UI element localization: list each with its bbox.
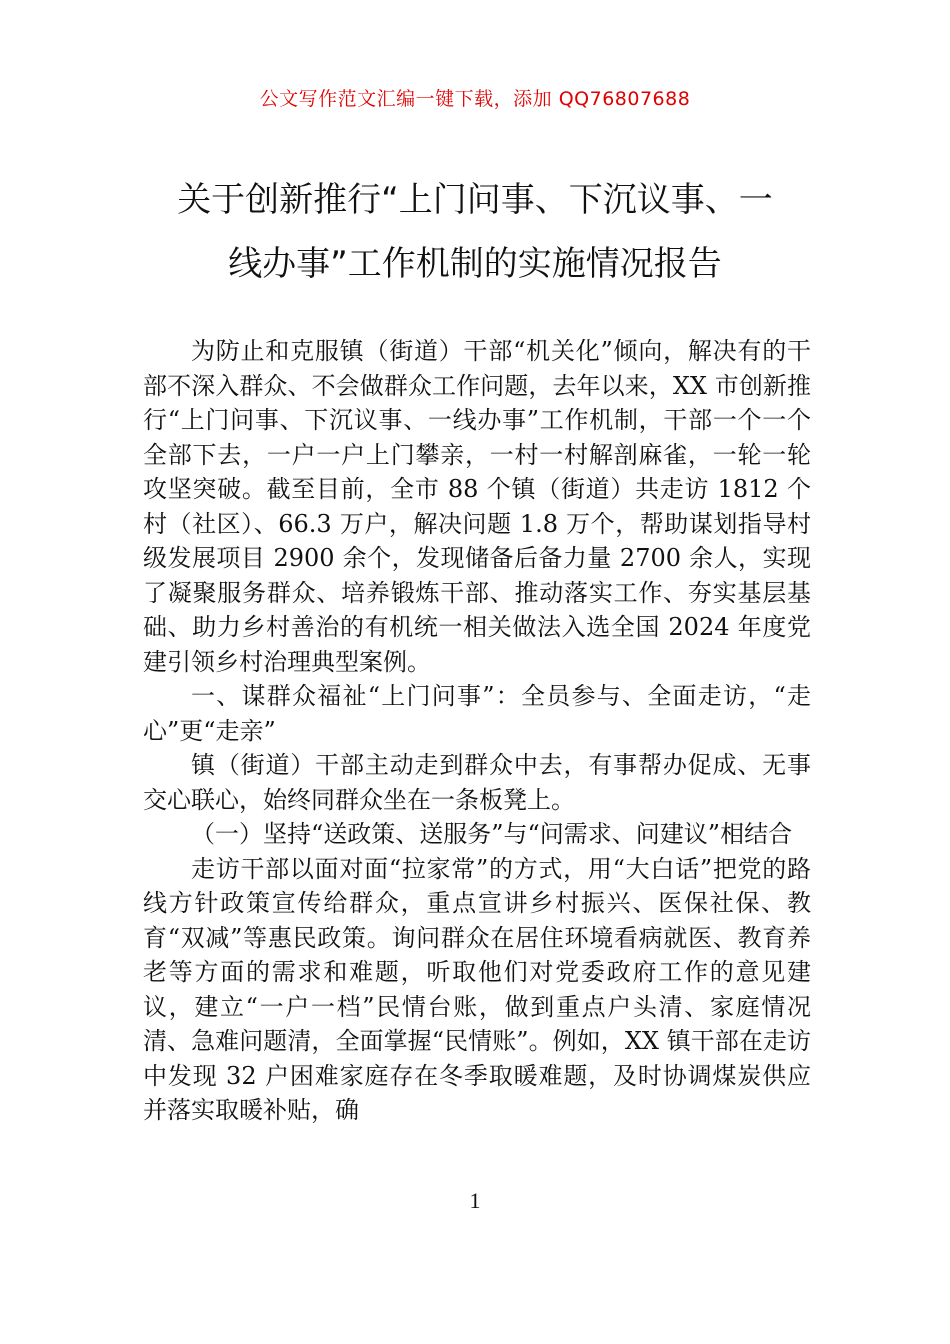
watermark-banner: 公文写作范文汇编一键下载，添加 QQ76807688: [259, 88, 691, 110]
section-heading-1: 一、谋群众福祉“上门问事”：全员参与、全面走访，“走心”更“走亲”: [143, 682, 811, 745]
intro-paragraph: 为防止和克服镇（街道）干部“机关化”倾向，解决有的干部不深入群众、不会做群众工作问题，去年以来，XX 市创新推行“上门问事、下沉议事、一线办事”工作机制，干部一个一个全部下去，一户一户上门攀亲，一村一村解剖麻雀，一轮一轮攻坚突破。截至目前，全市 88 个镇（街道）共走访 1812 个村（社区）、66.3 万户，解决问题 1.8 万个，帮助谋划指导村级发展项目 2900 余个，发现储备后备力量 2700 余人，实现了凝聚服务群众、培养锻炼干部、推动落实工作、夯实基层基础、助力乡村善治的有机统一相关做法入选全国 2024 年度党建引领乡村治理典型案例。: [143, 337, 811, 676]
document-body: [143, 334, 811, 1128]
subsection-1-paragraph: 走访干部以面对面“拉家常”的方式，用“大白话”把党的路线方针政策宣传给群众，重点宣讲乡村振兴、医保社保、教育“双减”等惠民政策。询问群众在居住环境看病就医、教育养老等方面的需求和难题，听取他们对党委政府工作的意见建议，建立“一户一档”民情台账，做到重点户头清、家庭情况清、急难问题清，全面掌握“民情账”。例如，XX 镇干部在走访中发现 32 户困难家庭存在冬季取暖难题，及时协调煤炭供应并落实取暖补贴，确: [143, 854, 811, 1124]
section-1-paragraph: 镇（街道）干部主动走到群众中去，有事帮办促成、无事交心联心，始终同群众坐在一条板凳上。: [143, 751, 811, 814]
subsection-heading-1: （一）坚持“送政策、送服务”与“问需求、问建议”相结合: [191, 820, 793, 848]
title-line-1: 关于创新推行“上门问事、下沉议事、一: [177, 180, 773, 220]
title-line-2: 线办事”工作机制的实施情况报告: [228, 244, 722, 284]
document-title: [120, 168, 830, 296]
page-number: 1: [469, 1188, 481, 1213]
